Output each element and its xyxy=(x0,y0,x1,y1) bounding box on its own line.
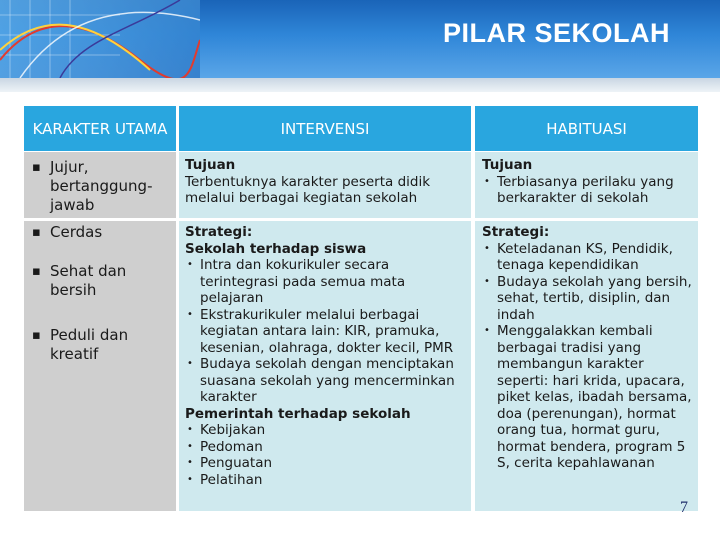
habituasi-item: • Keteladanan KS, Pendidik, tenaga kependidikan xyxy=(482,241,692,274)
intervensi-item: • Budaya sekolah dengan menciptakan suasana sekolah yang mencerminkan karakter xyxy=(185,356,465,406)
intervensi-item: • Kebijakan xyxy=(185,422,465,439)
row2-habituasi-cell xyxy=(475,221,698,511)
decorative-wire-art xyxy=(0,0,200,78)
column-header-karakter: KARAKTER UTAMA xyxy=(24,106,176,151)
header-divider xyxy=(0,78,720,92)
row1-habituasi-cell xyxy=(475,152,698,218)
page-title: PILAR SEKOLAH xyxy=(442,18,670,48)
habituasi-item: • Budaya sekolah yang bersih, sehat, tertib, disiplin, dan indah xyxy=(482,274,692,324)
intervensi-item: • Ekstrakurikuler melalui berbagai kegiatan antara lain: KIR, pramuka, kesenian, olahraga, dokter kecil, PMR xyxy=(185,307,465,357)
intervensi-item: • Pedoman xyxy=(185,439,465,456)
row1-intervensi-cell xyxy=(179,152,471,218)
habituasi-tujuan-heading: Tujuan xyxy=(482,157,533,173)
intervensi-subheading-siswa: Sekolah terhadap siswa xyxy=(185,240,367,257)
karakter-item: ▪ Peduli dan kreatif xyxy=(30,326,172,364)
intervensi-item: • Intra dan kokurikuler secara terintegrasi pada semua mata pelajaran xyxy=(185,257,465,307)
habituasi-strategi-heading: Strategi: xyxy=(482,224,550,240)
intervensi-item: • Pelatihan xyxy=(185,472,465,489)
intervensi-strategi-heading: Strategi: xyxy=(185,224,253,240)
habituasi-item: • Menggalakkan kembali berbagai tradisi yang membangun karakter seperti: hari krida, upacara, piket kelas, ibadah bersama, doa (perenungan), hormat orang tua, hormat guru, hormat bendera, program 5 S, cerita kepahlawanan xyxy=(482,323,692,472)
intervensi-item: • Penguatan xyxy=(185,455,465,472)
row2-karakter-cell xyxy=(24,221,176,511)
row1-karakter-cell xyxy=(24,152,176,218)
row2-intervensi-cell xyxy=(179,221,471,511)
karakter-item: ▪ Sehat dan bersih xyxy=(30,262,172,300)
page-number: 7 xyxy=(680,499,688,516)
karakter-item: ▪ Jujur, bertanggung-jawab xyxy=(30,158,172,215)
intervensi-subheading-pemerintah: Pemerintah terhadap sekolah xyxy=(185,405,411,422)
title-banner xyxy=(0,0,720,78)
intervensi-tujuan-heading: Tujuan xyxy=(185,157,236,173)
karakter-item: ▪ Cerdas xyxy=(30,223,172,242)
column-header-habituasi: HABITUASI xyxy=(475,106,698,151)
habituasi-tujuan-item: • Terbiasanya perilaku yang berkarakter di sekolah xyxy=(482,174,692,207)
intervensi-tujuan-text: Terbentuknya karakter peserta didik melalui berbagai kegiatan sekolah xyxy=(185,173,431,206)
column-header-intervensi: INTERVENSI xyxy=(179,106,471,151)
